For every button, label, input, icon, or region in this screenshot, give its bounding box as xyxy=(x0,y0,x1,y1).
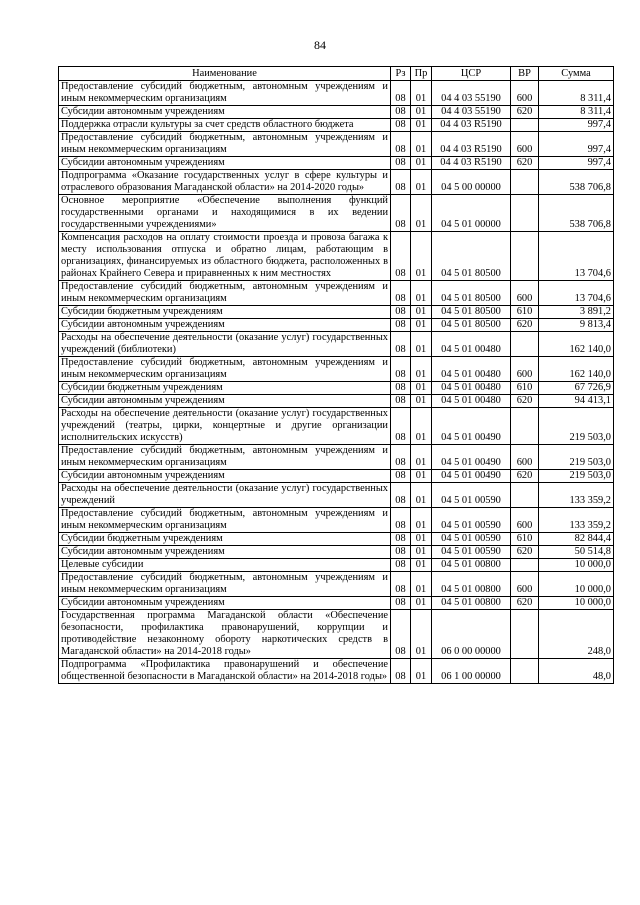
cell-vr xyxy=(511,232,539,281)
cell-vr xyxy=(511,332,539,357)
table-row xyxy=(59,232,614,281)
cell-name: Субсидии бюджетным учреждениям xyxy=(59,306,391,319)
cell-name: Субсидии автономным учреждениям xyxy=(59,546,391,559)
cell-name: Компенсация расходов на оплату стоимости проезда и провоза багажа к месту использования отпуска и обратно лицам, работающим в организациях, финансируемых из областного бюджета, расположенных в районах Крайнего Севера и приравненных к ним местностях xyxy=(59,232,391,281)
table-row xyxy=(59,382,614,395)
cell-name: Предоставление субсидий бюджетным, автономным учреждениям и иным некоммерческим организациям xyxy=(59,81,391,106)
cell-sum: 219 503,0 xyxy=(539,470,614,483)
cell-sum: 13 704,6 xyxy=(539,232,614,281)
cell-vr xyxy=(511,659,539,684)
table-row xyxy=(59,319,614,332)
cell-csr: 04 5 01 80500 xyxy=(432,232,511,281)
cell-name: Предоставление субсидий бюджетным, автономным учреждениям и иным некоммерческим организациям xyxy=(59,445,391,470)
header-vr: ВР xyxy=(511,67,539,81)
cell-csr: 04 5 01 00000 xyxy=(432,195,511,232)
table-row xyxy=(59,81,614,106)
page-number: 84 xyxy=(314,38,326,52)
header-pr: Пр xyxy=(411,67,432,81)
table-row xyxy=(59,572,614,597)
cell-rz: 08 xyxy=(391,508,411,533)
cell-pr: 01 xyxy=(411,357,432,382)
cell-vr: 620 xyxy=(511,106,539,119)
cell-pr: 01 xyxy=(411,81,432,106)
cell-pr: 01 xyxy=(411,232,432,281)
table-row xyxy=(59,470,614,483)
cell-sum: 997,4 xyxy=(539,132,614,157)
cell-rz: 08 xyxy=(391,81,411,106)
table-row xyxy=(59,195,614,232)
cell-sum: 162 140,0 xyxy=(539,357,614,382)
cell-csr: 04 4 03 55190 xyxy=(432,106,511,119)
cell-csr: 04 5 01 00480 xyxy=(432,332,511,357)
cell-sum: 8 311,4 xyxy=(539,81,614,106)
cell-rz: 08 xyxy=(391,132,411,157)
cell-rz: 08 xyxy=(391,597,411,610)
cell-vr xyxy=(511,408,539,445)
cell-name: Подпрограмма «Оказание государственных услуг в сфере культуры и отраслевого образования Магаданской области» на 2014-2020 годы» xyxy=(59,170,391,195)
cell-rz: 08 xyxy=(391,408,411,445)
cell-vr: 620 xyxy=(511,546,539,559)
cell-name: Расходы на обеспечение деятельности (оказание услуг) государственных учреждений xyxy=(59,483,391,508)
cell-vr: 610 xyxy=(511,533,539,546)
cell-pr: 01 xyxy=(411,306,432,319)
cell-csr: 04 5 01 80500 xyxy=(432,306,511,319)
cell-vr xyxy=(511,610,539,659)
cell-vr xyxy=(511,119,539,132)
cell-name: Субсидии автономным учреждениям xyxy=(59,395,391,408)
cell-rz: 08 xyxy=(391,306,411,319)
cell-csr: 06 0 00 00000 xyxy=(432,610,511,659)
cell-pr: 01 xyxy=(411,119,432,132)
cell-vr xyxy=(511,170,539,195)
header-rz: Рз xyxy=(391,67,411,81)
cell-sum: 48,0 xyxy=(539,659,614,684)
cell-vr: 620 xyxy=(511,157,539,170)
cell-csr: 04 5 01 00800 xyxy=(432,572,511,597)
cell-vr: 610 xyxy=(511,382,539,395)
cell-csr: 04 5 01 00800 xyxy=(432,559,511,572)
table-row xyxy=(59,306,614,319)
cell-csr: 04 5 01 00480 xyxy=(432,382,511,395)
table-row xyxy=(59,533,614,546)
cell-csr: 04 5 01 00490 xyxy=(432,408,511,445)
cell-pr: 01 xyxy=(411,332,432,357)
cell-pr: 01 xyxy=(411,395,432,408)
cell-vr: 600 xyxy=(511,132,539,157)
cell-name: Субсидии бюджетным учреждениям xyxy=(59,382,391,395)
cell-vr: 600 xyxy=(511,81,539,106)
cell-csr: 04 5 01 00490 xyxy=(432,445,511,470)
budget-table xyxy=(58,66,614,684)
cell-rz: 08 xyxy=(391,357,411,382)
cell-sum: 997,4 xyxy=(539,157,614,170)
table-row xyxy=(59,332,614,357)
cell-name: Расходы на обеспечение деятельности (оказание услуг) государственных учреждений (театры, цирки, концертные и другие организации исполнительских искусств) xyxy=(59,408,391,445)
cell-name: Субсидии автономным учреждениям xyxy=(59,319,391,332)
cell-vr: 620 xyxy=(511,470,539,483)
cell-sum: 162 140,0 xyxy=(539,332,614,357)
table-row xyxy=(59,281,614,306)
cell-csr: 04 4 03 R5190 xyxy=(432,132,511,157)
cell-sum: 13 704,6 xyxy=(539,281,614,306)
cell-sum: 67 726,9 xyxy=(539,382,614,395)
cell-pr: 01 xyxy=(411,559,432,572)
cell-vr: 600 xyxy=(511,357,539,382)
cell-rz: 08 xyxy=(391,470,411,483)
cell-pr: 01 xyxy=(411,281,432,306)
cell-sum: 94 413,1 xyxy=(539,395,614,408)
cell-csr: 04 4 03 R5190 xyxy=(432,157,511,170)
cell-sum: 538 706,8 xyxy=(539,195,614,232)
cell-rz: 08 xyxy=(391,232,411,281)
cell-vr: 600 xyxy=(511,572,539,597)
cell-csr: 04 5 01 00480 xyxy=(432,357,511,382)
cell-pr: 01 xyxy=(411,533,432,546)
cell-name: Расходы на обеспечение деятельности (оказание услуг) государственных учреждений (библиотеки) xyxy=(59,332,391,357)
cell-csr: 04 4 03 R5190 xyxy=(432,119,511,132)
cell-csr: 04 5 01 00590 xyxy=(432,533,511,546)
table-row xyxy=(59,610,614,659)
cell-sum: 219 503,0 xyxy=(539,408,614,445)
cell-csr: 04 5 00 00000 xyxy=(432,170,511,195)
table-row xyxy=(59,157,614,170)
table-row xyxy=(59,170,614,195)
cell-pr: 01 xyxy=(411,470,432,483)
cell-name: Государственная программа Магаданской области «Обеспечение безопасности, профилактика правонарушений, коррупции и противодействие незаконному обороту наркотических средств в Магаданской области» на 2014-2018 годы» xyxy=(59,610,391,659)
cell-pr: 01 xyxy=(411,106,432,119)
cell-csr: 04 5 01 80500 xyxy=(432,281,511,306)
cell-vr: 610 xyxy=(511,306,539,319)
cell-name: Субсидии автономным учреждениям xyxy=(59,470,391,483)
cell-rz: 08 xyxy=(391,483,411,508)
cell-name: Подпрограмма «Профилактика правонарушений и обеспечение общественной безопасности в Магаданской области» на 2014-2018 годы» xyxy=(59,659,391,684)
header-sum: Сумма xyxy=(539,67,614,81)
cell-pr: 01 xyxy=(411,132,432,157)
cell-sum: 538 706,8 xyxy=(539,170,614,195)
cell-pr: 01 xyxy=(411,508,432,533)
cell-sum: 50 514,8 xyxy=(539,546,614,559)
cell-sum: 10 000,0 xyxy=(539,597,614,610)
cell-sum: 248,0 xyxy=(539,610,614,659)
cell-csr: 04 5 01 80500 xyxy=(432,319,511,332)
table-header-row xyxy=(59,67,614,81)
cell-rz: 08 xyxy=(391,170,411,195)
table-row xyxy=(59,659,614,684)
cell-sum: 10 000,0 xyxy=(539,559,614,572)
cell-pr: 01 xyxy=(411,659,432,684)
cell-rz: 08 xyxy=(391,546,411,559)
cell-name: Предоставление субсидий бюджетным, автономным учреждениям и иным некоммерческим организациям xyxy=(59,281,391,306)
table-row xyxy=(59,106,614,119)
cell-vr: 620 xyxy=(511,597,539,610)
cell-pr: 01 xyxy=(411,483,432,508)
cell-pr: 01 xyxy=(411,382,432,395)
table-row xyxy=(59,119,614,132)
table-row xyxy=(59,597,614,610)
cell-pr: 01 xyxy=(411,319,432,332)
cell-csr: 04 4 03 55190 xyxy=(432,81,511,106)
cell-rz: 08 xyxy=(391,119,411,132)
cell-rz: 08 xyxy=(391,382,411,395)
cell-csr: 04 5 01 00590 xyxy=(432,508,511,533)
cell-sum: 133 359,2 xyxy=(539,483,614,508)
cell-rz: 08 xyxy=(391,659,411,684)
cell-pr: 01 xyxy=(411,610,432,659)
cell-sum: 9 813,4 xyxy=(539,319,614,332)
table-row xyxy=(59,546,614,559)
table-row xyxy=(59,132,614,157)
cell-name: Субсидии бюджетным учреждениям xyxy=(59,533,391,546)
cell-rz: 08 xyxy=(391,533,411,546)
cell-name: Предоставление субсидий бюджетным, автономным учреждениям и иным некоммерческим организациям xyxy=(59,132,391,157)
cell-rz: 08 xyxy=(391,106,411,119)
cell-vr xyxy=(511,195,539,232)
header-name: Наименование xyxy=(59,67,391,81)
cell-rz: 08 xyxy=(391,281,411,306)
cell-name: Субсидии автономным учреждениям xyxy=(59,597,391,610)
table-row xyxy=(59,408,614,445)
cell-vr: 600 xyxy=(511,508,539,533)
cell-rz: 08 xyxy=(391,445,411,470)
table-row xyxy=(59,357,614,382)
cell-rz: 08 xyxy=(391,195,411,232)
cell-name: Предоставление субсидий бюджетным, автономным учреждениям и иным некоммерческим организациям xyxy=(59,572,391,597)
cell-sum: 82 844,4 xyxy=(539,533,614,546)
cell-sum: 8 311,4 xyxy=(539,106,614,119)
cell-name: Предоставление субсидий бюджетным, автономным учреждениям и иным некоммерческим организациям xyxy=(59,508,391,533)
cell-csr: 04 5 01 00590 xyxy=(432,546,511,559)
cell-pr: 01 xyxy=(411,408,432,445)
cell-rz: 08 xyxy=(391,319,411,332)
cell-pr: 01 xyxy=(411,170,432,195)
cell-vr: 620 xyxy=(511,395,539,408)
cell-name: Основное мероприятие «Обеспечение выполнения функций государственными органами и находящимися в их ведении государственными учреждениями» xyxy=(59,195,391,232)
cell-rz: 08 xyxy=(391,332,411,357)
cell-rz: 08 xyxy=(391,610,411,659)
cell-pr: 01 xyxy=(411,546,432,559)
cell-name: Предоставление субсидий бюджетным, автономным учреждениям и иным некоммерческим организациям xyxy=(59,357,391,382)
cell-csr: 04 5 01 00800 xyxy=(432,597,511,610)
cell-sum: 3 891,2 xyxy=(539,306,614,319)
cell-csr: 04 5 01 00590 xyxy=(432,483,511,508)
cell-vr xyxy=(511,559,539,572)
cell-rz: 08 xyxy=(391,395,411,408)
cell-rz: 08 xyxy=(391,559,411,572)
table-row xyxy=(59,559,614,572)
cell-name: Целевые субсидии xyxy=(59,559,391,572)
table-row xyxy=(59,445,614,470)
cell-pr: 01 xyxy=(411,195,432,232)
cell-csr: 04 5 01 00490 xyxy=(432,470,511,483)
cell-rz: 08 xyxy=(391,157,411,170)
cell-vr xyxy=(511,483,539,508)
cell-name: Поддержка отрасли культуры за счет средств областного бюджета xyxy=(59,119,391,132)
cell-vr: 600 xyxy=(511,281,539,306)
cell-sum: 133 359,2 xyxy=(539,508,614,533)
table-row xyxy=(59,395,614,408)
cell-pr: 01 xyxy=(411,597,432,610)
cell-rz: 08 xyxy=(391,572,411,597)
cell-sum: 219 503,0 xyxy=(539,445,614,470)
table-row xyxy=(59,483,614,508)
cell-vr: 620 xyxy=(511,319,539,332)
cell-pr: 01 xyxy=(411,157,432,170)
cell-sum: 10 000,0 xyxy=(539,572,614,597)
cell-csr: 06 1 00 00000 xyxy=(432,659,511,684)
cell-name: Субсидии автономным учреждениям xyxy=(59,106,391,119)
cell-pr: 01 xyxy=(411,572,432,597)
table-row xyxy=(59,508,614,533)
header-csr: ЦСР xyxy=(432,67,511,81)
cell-name: Субсидии автономным учреждениям xyxy=(59,157,391,170)
cell-vr: 600 xyxy=(511,445,539,470)
cell-csr: 04 5 01 00480 xyxy=(432,395,511,408)
cell-pr: 01 xyxy=(411,445,432,470)
cell-sum: 997,4 xyxy=(539,119,614,132)
